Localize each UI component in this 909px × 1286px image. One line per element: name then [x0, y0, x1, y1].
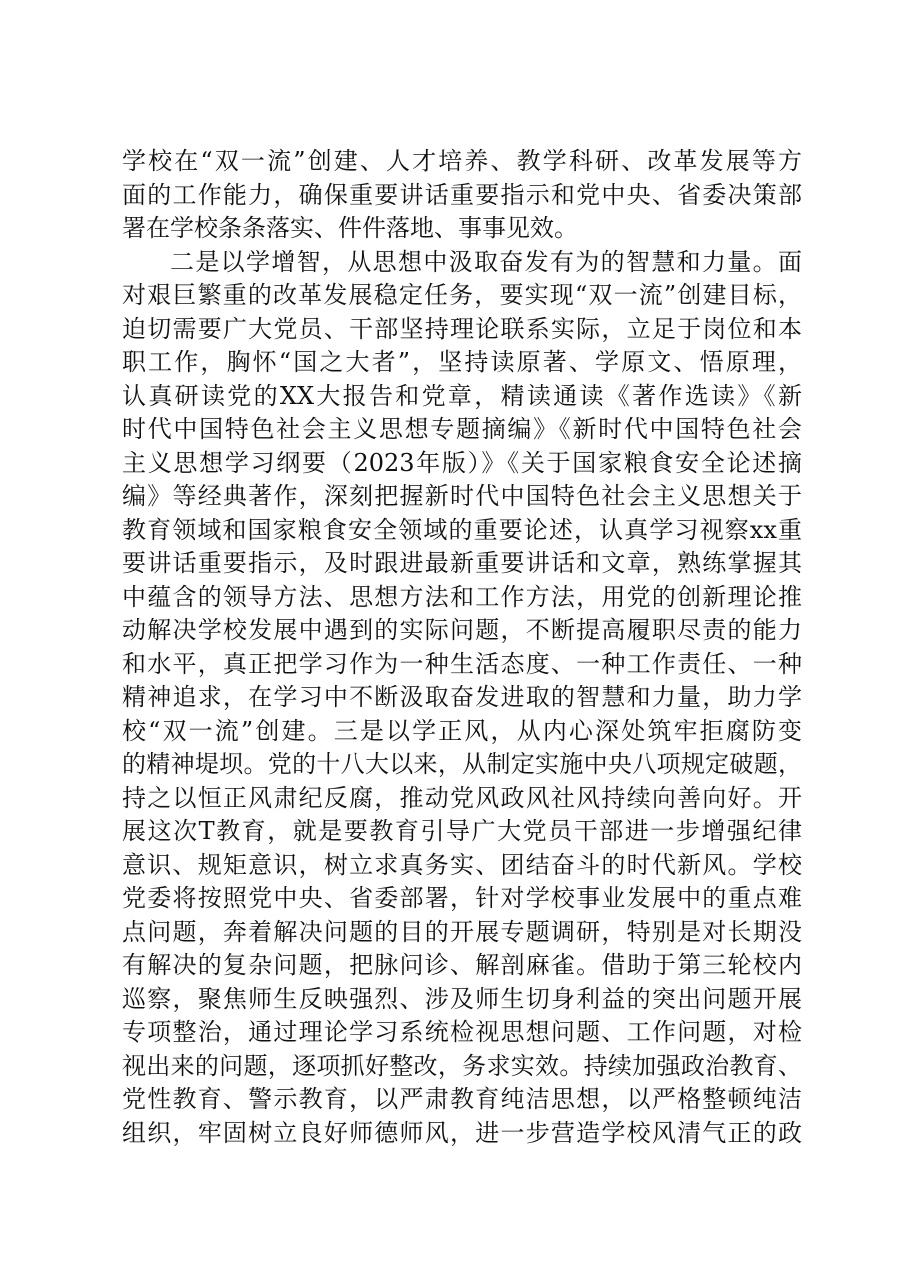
text-line: 认真研读党的XX大报告和党章，精读通读《著作选读》《新	[122, 381, 802, 410]
text-line: 党性教育、警示教育，以严肃教育纯洁思想，以严格整顿纯洁	[122, 1085, 802, 1113]
paragraph-first-line: 二是以学增智，从思想中汲取奋发有为的智慧和力量。面	[170, 247, 802, 276]
text-line: 学校在“双一流”创建、人才培养、教学科研、改革发展等方	[122, 147, 802, 175]
text-line: 持之以恒正风肃纪反腐，推动党风政风社风持续向善向好。开	[122, 783, 802, 812]
text-line: 编》等经典著作，深刻把握新时代中国特色社会主义思想关于	[122, 482, 802, 510]
text-line: 有解决的复杂问题，把脉问诊、解剖麻雀。借助于第三轮校内	[122, 951, 802, 979]
text-line: 要讲话重要指示，及时跟进最新重要讲话和文章，熟练掌握其	[122, 549, 802, 577]
text-line: 对艰巨繁重的改革发展稳定任务，要实现“双一流”创建目标，	[122, 281, 802, 309]
text-line: 时代中国特色社会主义思想专题摘编》《新时代中国特色社会	[122, 415, 802, 443]
text-line: 教育领域和国家粮食安全领域的重要论述，认真学习视察xx重	[122, 515, 802, 544]
text-line: 和水平，真正把学习作为一种生活态度、一种工作责任、一种	[122, 649, 802, 678]
text-line: 精神追求，在学习中不断汲取奋发进取的智慧和力量，助力学	[122, 683, 802, 711]
text-line: 迫切需要广大党员、干部坚持理论联系实际，立足于岗位和本	[122, 314, 802, 343]
text-line: 组织，牢固树立良好师德师风，进一步营造学校风清气正的政	[122, 1118, 802, 1147]
text-line: 动解决学校发展中遇到的实际问题，不断提高履职尽责的能力	[122, 616, 802, 644]
text-line: 展这次T教育，就是要教育引导广大党员干部进一步增强纪律	[122, 817, 802, 845]
text-line: 署在学校条条落实、件件落地、事事见效。	[122, 214, 578, 242]
text-line: 的精神堤坝。党的十八大以来，从制定实施中央八项规定破题，	[122, 750, 802, 778]
text-line: 意识、规矩意识，树立求真务实、团结奋斗的时代新风。学校	[122, 850, 802, 879]
text-line: 主义思想学习纲要（2023年版）》《关于国家粮食安全论述摘	[122, 448, 802, 477]
text-line: 点问题，奔着解决问题的目的开展专题调研，特别是对长期没	[122, 917, 802, 946]
text-line: 党委将按照党中央、省委部署，针对学校事业发展中的重点难	[122, 884, 802, 912]
text-line: 面的工作能力，确保重要讲话重要指示和党中央、省委决策部	[122, 180, 802, 209]
text-line: 视出来的问题，逐项抓好整改，务求实效。持续加强政治教育、	[122, 1051, 802, 1080]
text-line: 校“双一流”创建。三是以学正风，从内心深处筑牢拒腐防变	[122, 716, 802, 745]
text-line: 职工作，胸怀“国之大者”，坚持读原著、学原文、悟原理，	[122, 348, 802, 376]
text-line: 专项整治，通过理论学习系统检视思想问题、工作问题，对检	[122, 1018, 802, 1046]
text-line: 中蕴含的领导方法、思想方法和工作方法，用党的创新理论推	[122, 582, 802, 611]
text-line: 巡察，聚焦师生反映强烈、涉及师生切身利益的突出问题开展	[122, 984, 802, 1013]
body-text	[122, 145, 802, 1150]
